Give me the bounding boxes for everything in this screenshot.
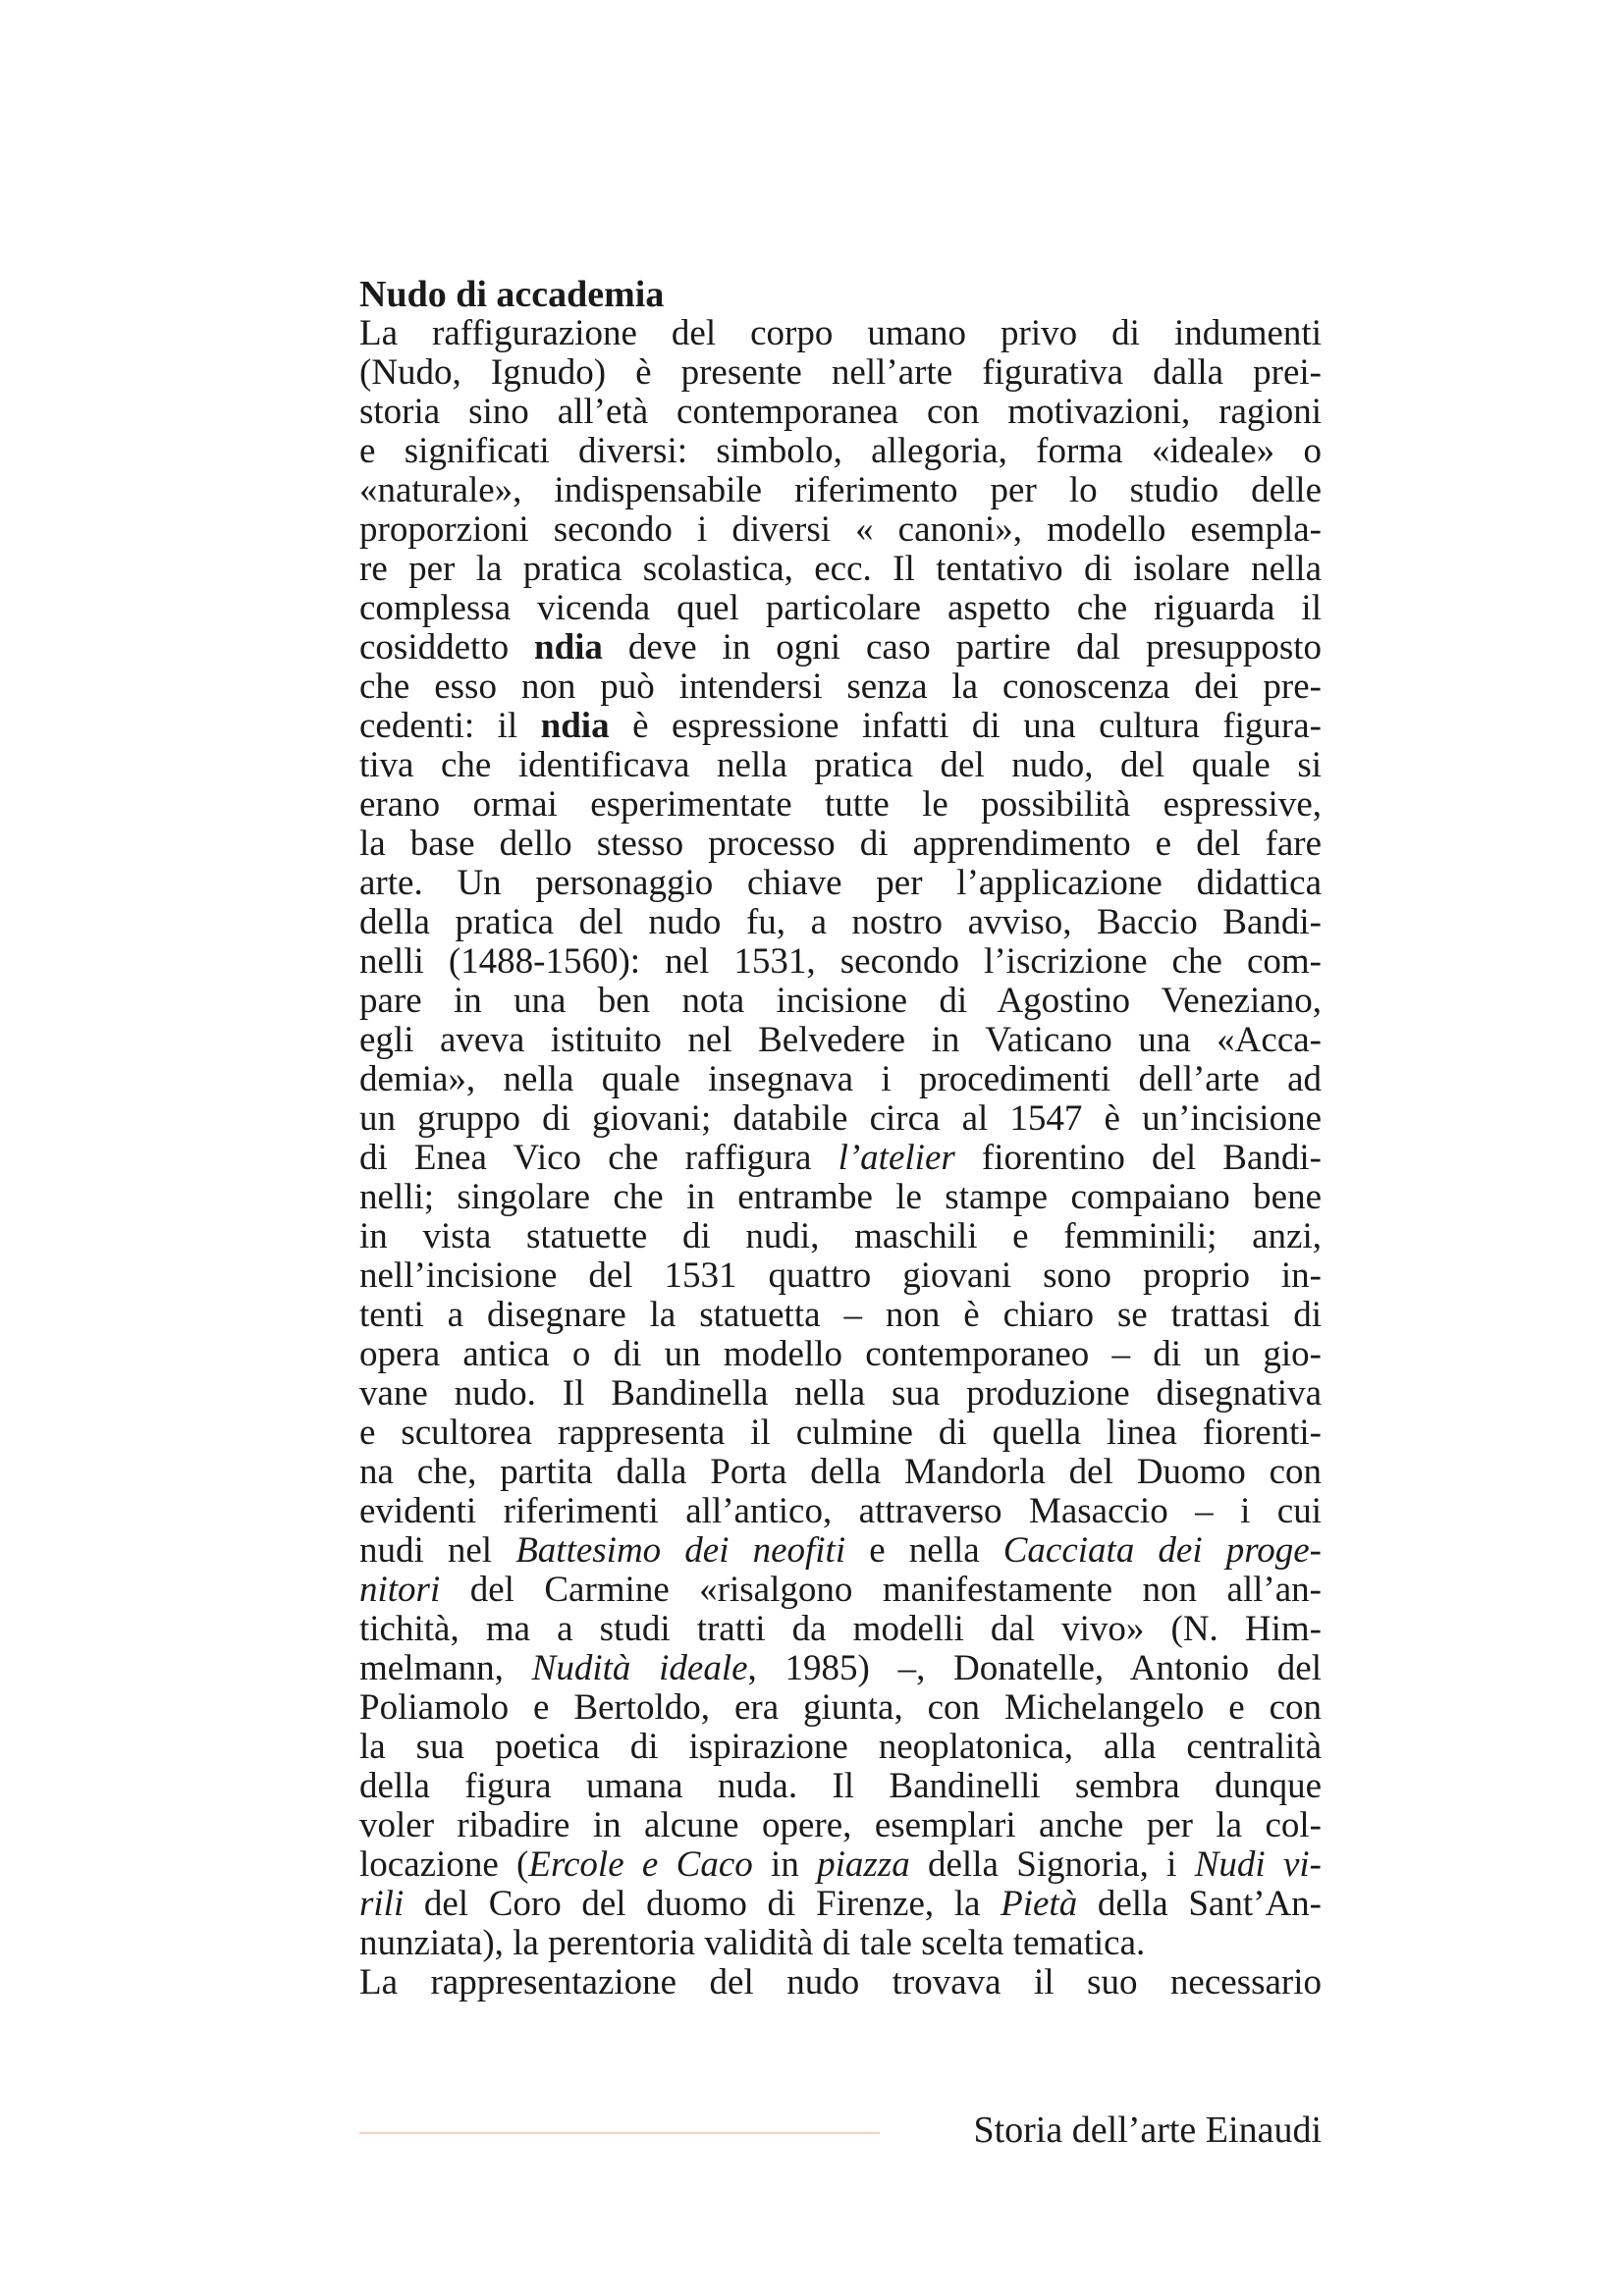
text-line: nelli (1488-1560): nel 1531, secondo l’iscrizione che com-: [359, 941, 1322, 982]
text-line: tiva che identificava nella pratica del nudo, del quale si: [359, 745, 1322, 785]
text-line: storia sino all’età contemporanea con motivazioni, ragioni: [359, 392, 1322, 432]
text-line: la sua poetica di ispirazione neoplatonica, alla centralità: [359, 1727, 1322, 1767]
page-footer: [359, 2109, 1322, 2152]
text-line: melmann, Nudità ideale, 1985) –, Donatelle, Antonio del: [359, 1648, 1323, 1688]
bold-term: ndia: [540, 706, 610, 746]
text-line: nelli; singolare che in entrambe le stampe compaiano bene: [359, 1177, 1322, 1217]
text-line: rili del Coro del duomo di Firenze, la Pietà della Sant’An-: [359, 1884, 1322, 1924]
italic-term: l’atelier: [838, 1138, 955, 1178]
text-line: la base dello stesso processo di apprendimento e del fare: [359, 824, 1322, 864]
text-line: opera antica o di un modello contemporaneo – di un gio-: [359, 1334, 1322, 1374]
text-line: un gruppo di giovani; databile circa al 1547 è un’incisione: [359, 1098, 1322, 1139]
text-line: La raffigurazione del corpo umano privo di indumenti: [359, 313, 1322, 353]
text-line: proporzioni secondo i diversi « canoni», modello esempla-: [359, 509, 1322, 550]
bold-term: ndia: [534, 627, 603, 667]
text-line: erano ormai esperimentate tutte le possibilità espressive,: [359, 784, 1322, 825]
text-line: di Enea Vico che raffigura l’atelier fiorentino del Bandi-: [359, 1138, 1323, 1178]
italic-term: Ercole e Caco: [528, 1844, 753, 1885]
text-line: demia», nella quale insegnava i procedimenti dell’arte ad: [359, 1059, 1322, 1099]
text-line: na che, partita dalla Porta della Mandorla del Duomo con: [359, 1452, 1322, 1492]
text-line: nunziata), la perentoria validità di tale scelta tematica.: [359, 1923, 1146, 1963]
text-line: cosiddetto ndia deve in ogni caso partire dal presupposto: [359, 627, 1322, 667]
text-line: re per la pratica scolastica, ecc. Il tentativo di isolare nella: [359, 549, 1322, 589]
text-line: evidenti riferimenti all’antico, attraverso Masaccio – i cui: [359, 1491, 1322, 1531]
italic-term: Nudi vi-: [1194, 1844, 1322, 1885]
text-line: voler ribadire in alcune opere, esemplari anche per la col-: [359, 1805, 1322, 1845]
italic-term: Battesimo dei neofiti: [515, 1530, 846, 1571]
text-line: egli aveva istituito nel Belvedere in Vaticano una «Acca-: [359, 1020, 1322, 1060]
text-line: nudi nel Battesimo dei neofiti e nella Cacciata dei proge-: [359, 1530, 1323, 1571]
footer-rule: [359, 2132, 880, 2134]
text-line: La rappresentazione del nudo trovava il suo necessario: [359, 1962, 1322, 2002]
text-line: nell’incisione del 1531 quattro giovani sono proprio in-: [359, 1255, 1322, 1296]
italic-term: piazza: [817, 1844, 910, 1885]
text-line: arte. Un personaggio chiave per l’applicazione didattica: [359, 863, 1322, 903]
italic-term: Nudità ideale: [531, 1648, 748, 1688]
article-body: [359, 275, 1322, 2002]
text-line: della pratica del nudo fu, a nostro avviso, Baccio Bandi-: [359, 902, 1322, 942]
text-line: e significati diversi: simbolo, allegoria, forma «ideale» o: [359, 431, 1322, 471]
italic-term: rili: [359, 1884, 405, 1924]
text-line: complessa vicenda quel particolare aspetto che riguarda il: [359, 588, 1322, 628]
text-line: vane nudo. Il Bandinella nella sua produzione disegnativa: [359, 1373, 1322, 1414]
section-heading: Nudo di accademia: [359, 274, 665, 315]
italic-term: Cacciata dei proge-: [1002, 1530, 1323, 1571]
text-line: Poliamolo e Bertoldo, era giunta, con Michelangelo e con: [359, 1687, 1322, 1728]
text-line: cedenti: il ndia è espressione infatti di una cultura figura-: [359, 706, 1322, 746]
text-line: nitori del Carmine «risalgono manifestamente non all’an-: [359, 1570, 1322, 1610]
italic-term: nitori: [359, 1570, 441, 1610]
text-line: tichità, ma a studi tratti da modelli dal vivo» (N. Him-: [359, 1609, 1322, 1649]
text-line: e scultorea rappresenta il culmine di quella linea fiorenti-: [359, 1413, 1322, 1453]
footer-publisher: Storia dell’arte Einaudi: [973, 2109, 1322, 2151]
text-line: «naturale», indispensabile riferimento per lo studio delle: [359, 470, 1322, 510]
text-line: locazione (Ercole e Caco in piazza della Signoria, i Nudi vi-: [359, 1844, 1322, 1885]
text-line: che esso non può intendersi senza la conoscenza dei pre-: [359, 667, 1322, 707]
text-line: tenti a disegnare la statuetta – non è chiaro se trattasi di: [359, 1295, 1322, 1335]
text-line: (Nudo, Ignudo) è presente nell’arte figurativa dalla prei-: [359, 352, 1322, 393]
text-line: in vista statuette di nudi, maschili e femminili; anzi,: [359, 1216, 1322, 1256]
italic-term: Pietà: [1001, 1884, 1078, 1924]
text-line: pare in una ben nota incisione di Agostino Veneziano,: [359, 981, 1322, 1021]
text-line: della figura umana nuda. Il Bandinelli sembra dunque: [359, 1766, 1322, 1806]
